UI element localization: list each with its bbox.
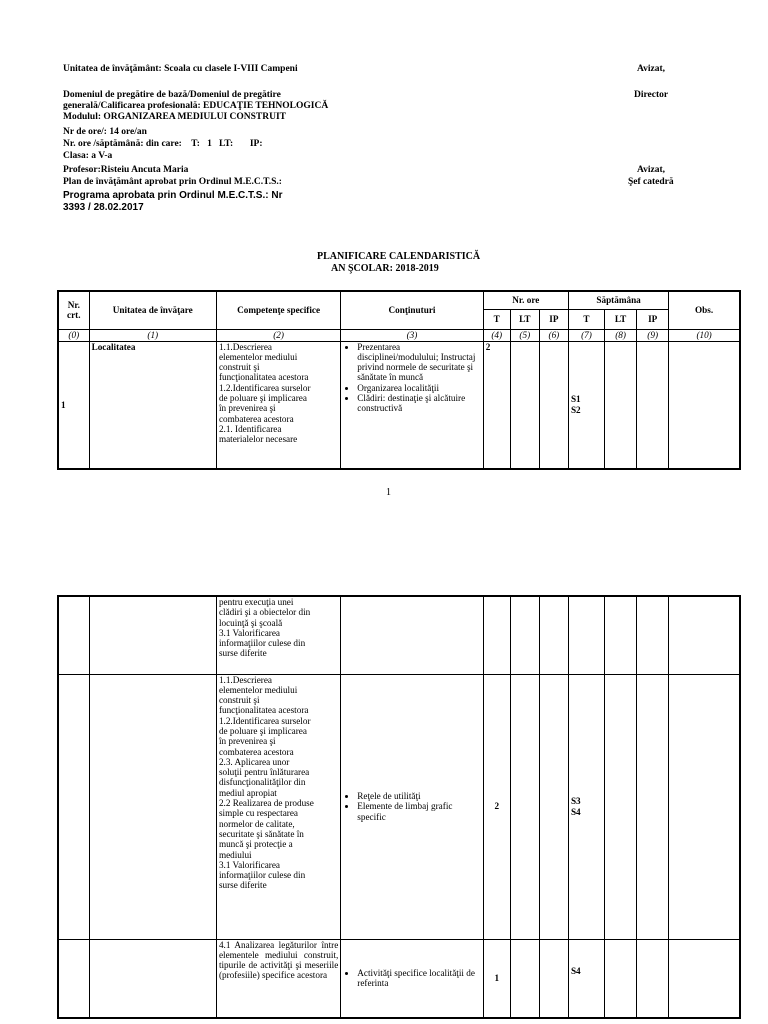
week-ip [637, 674, 669, 939]
curriculum-plan: Plan de învăţământ aprobat prin Ordinul M.E.C.T.S.: [63, 177, 282, 187]
hours-t: 1 [483, 939, 510, 1018]
contents-cell [341, 674, 483, 939]
planning-table-page-1 [57, 290, 741, 470]
page-number: 1 [386, 487, 391, 498]
contents-cell [341, 341, 483, 469]
content-item: • Clădiri: destinaţie şi alcătuire constructivă [357, 393, 480, 414]
hours-ip [539, 341, 568, 469]
header-hours-lt: LT [510, 309, 539, 329]
header-week: Săptămâna [568, 291, 668, 309]
header-competences: Competenţe specifice [216, 291, 340, 329]
content-item: • Elemente de limbaj grafic specific [357, 801, 480, 822]
table-row [58, 596, 740, 674]
competences-cell: 1.1.Descrierea elementelor mediului construit şi funcţionalitatea acestora 1.2.Identificarea surselor de poluare şi implicarea în prevenirea şi combaterea acestora 2.3. Aplicarea unor soluţii pentru înlăturarea disfuncţionalităţilor din mediul apropiat 2.2 Realizarea de produse simple cu respectarea normelor de calitate, securitate şi sănătate în muncă şi protecţie a mediului 3.1 Valorificarea informaţiilor culese din surse diferite [216, 674, 340, 939]
row-number [58, 939, 89, 1018]
col-number: (6) [539, 329, 568, 341]
col-number: (5) [510, 329, 539, 341]
col-number: (4) [483, 329, 510, 341]
approval-director-label: Avizat, [637, 64, 666, 74]
contents-cell [341, 939, 483, 1018]
week-ip [637, 341, 669, 469]
module: Modulul: ORGANIZAREA MEDIULUI CONSTRUIT [63, 112, 287, 122]
planning-table-page-2 [57, 595, 741, 1019]
col-number: (10) [669, 329, 740, 341]
director-label: Director [634, 90, 669, 100]
hours-t: 2 [483, 674, 510, 939]
domain-line-2: generală/Calificarea profesională: EDUCAŢIE TEHNOLOGICĂ [63, 101, 329, 111]
hours-ip [539, 674, 568, 939]
content-item: • Activităţi specifice localităţii de referinta [357, 968, 480, 989]
week-t: S3 S4 [568, 674, 604, 939]
learning-unit: Localitatea [89, 341, 216, 469]
learning-unit [89, 596, 216, 674]
table-row [58, 341, 740, 469]
row-number [58, 674, 89, 939]
program-line-1: Programa aprobata prin Ordinul M.E.C.T.S.: Nr [63, 190, 283, 201]
learning-unit [89, 939, 216, 1018]
header-contents: Conţinuturi [341, 291, 483, 329]
header-week-lt: LT [605, 309, 637, 329]
col-number: (3) [341, 329, 483, 341]
document-title: PLANIFICARE CALENDARISTICĂ [317, 251, 481, 262]
approval-head-label: Avizat, [637, 165, 666, 175]
header-hours-t: T [483, 309, 510, 329]
table-row [58, 674, 740, 939]
col-number: (2) [216, 329, 340, 341]
content-item: • Organizarea localităţii [357, 383, 480, 393]
header-learning-unit: Unitatea de învăţare [89, 291, 216, 329]
header-hours-ip: IP [539, 309, 568, 329]
learning-unit [89, 674, 216, 939]
hours-t: 2 [483, 341, 510, 469]
school-year: AN ŞCOLAR: 2018-2019 [331, 263, 439, 274]
content-item: • Reţele de utilităţi [357, 791, 480, 801]
hours-ip [539, 939, 568, 1018]
header-nr-crt: Nr. crt. [58, 291, 89, 329]
program-line-2: 3393 / 28.02.2017 [63, 202, 144, 213]
week-t: S1 S2 [568, 341, 604, 469]
teacher: Profesor:Risteiu Ancuta Maria [63, 165, 189, 175]
competences-cell: pentru execuţia unei clădiri şi a obiectelor din locuinţă şi şcoală 3.1 Valorificarea informaţiilor culese din surse diferite [216, 596, 340, 674]
competences-cell: 4.1 Analizarea legăturilor între elementele mediului construit, tipurile de activităţi şi meseriile (profesiile) specifice acestora [216, 939, 340, 1018]
contents-cell [341, 596, 483, 674]
week-ip [637, 939, 669, 1018]
week-lt [605, 674, 637, 939]
col-number: (7) [568, 329, 604, 341]
domain-line-1: Domeniul de pregătire de bază/Domeniul de pregătire [63, 90, 281, 100]
col-number: (9) [637, 329, 669, 341]
row-number: 1 [58, 341, 89, 469]
header-week-ip: IP [637, 309, 669, 329]
hours-lt [510, 674, 539, 939]
week-t: S4 [568, 939, 604, 1018]
hours-per-year: Nr de ore/: 14 ore/an [63, 127, 147, 137]
observations [669, 341, 740, 469]
hours-lt [510, 341, 539, 469]
week-lt [605, 939, 637, 1018]
hours-lt [510, 939, 539, 1018]
observations [669, 674, 740, 939]
col-number: (8) [605, 329, 637, 341]
header-week-t: T [568, 309, 604, 329]
competences-cell: 1.1.Descrierea elementelor mediului construit şi funcţionalitatea acestora 1.2.Identificarea surselor de poluare şi implicarea în prevenirea şi combaterea acestora 2.1. Identificarea materialelor necesare [216, 341, 340, 469]
class: Clasa: a V-a [63, 151, 113, 161]
week-lt [605, 341, 637, 469]
observations [669, 939, 740, 1018]
header-hours: Nr. ore [483, 291, 568, 309]
table-row [58, 939, 740, 1018]
hours-per-week: Nr. ore /săptămână: din care: T: 1 LT: IP: [63, 139, 263, 149]
content-item: • Prezentarea disciplinei/modulului; Instructaj privind normele de securitate şi sănătate în muncă [357, 342, 480, 383]
header-observations: Obs. [669, 291, 740, 329]
col-number: (0) [58, 329, 89, 341]
row-number [58, 596, 89, 674]
col-number: (1) [89, 329, 216, 341]
school-unit: Unitatea de învăţământ: Scoala cu clasele I-VIII Campeni [63, 64, 298, 74]
head-of-department-label: Şef catedră [628, 177, 674, 187]
